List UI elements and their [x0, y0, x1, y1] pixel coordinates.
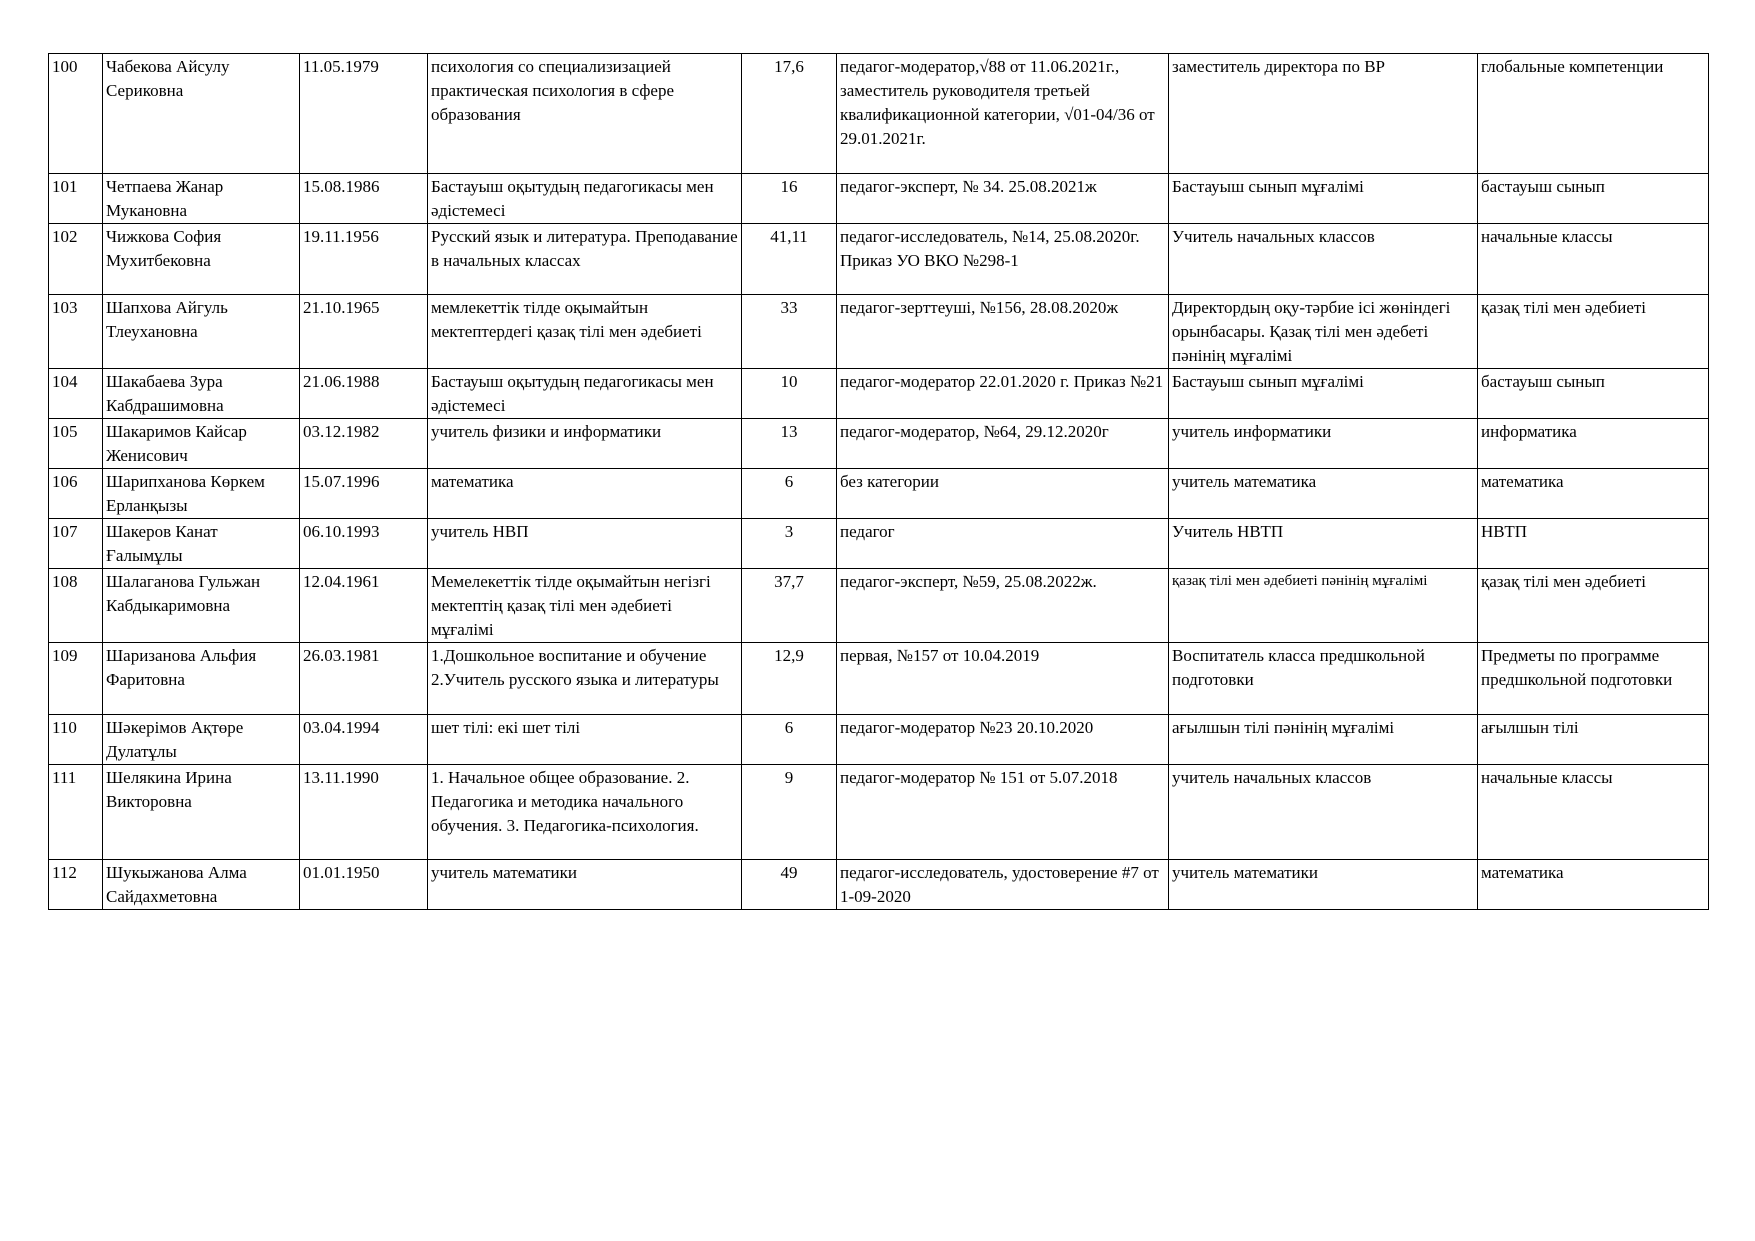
- cell-position: учитель математика: [1169, 469, 1478, 519]
- cell-experience: 49: [742, 860, 837, 910]
- cell-education: учитель физики и информатики: [428, 419, 742, 469]
- cell-position: учитель математики: [1169, 860, 1478, 910]
- cell-position: қазақ тілі мен әдебиеті пәнінің мұғалімі: [1169, 569, 1478, 643]
- cell-experience: 9: [742, 765, 837, 860]
- cell-experience: 17,6: [742, 54, 837, 174]
- table-row: [49, 519, 1709, 569]
- table-row: [49, 569, 1709, 643]
- cell-subject: НВТП: [1478, 519, 1709, 569]
- cell-name: Четпаева Жанар Мукановна: [103, 174, 300, 224]
- cell-category: педагог: [837, 519, 1169, 569]
- table-row: [49, 715, 1709, 765]
- cell-subject: начальные классы: [1478, 765, 1709, 860]
- table-row: [49, 174, 1709, 224]
- cell-subject: начальные классы: [1478, 224, 1709, 295]
- cell-birth-date: 11.05.1979: [300, 54, 428, 174]
- cell-name: Шарипханова Көркем Ерланқызы: [103, 469, 300, 519]
- cell-education: шет тілі: екі шет тілі: [428, 715, 742, 765]
- table-row: [49, 860, 1709, 910]
- cell-birth-date: 19.11.1956: [300, 224, 428, 295]
- cell-position: Директордың оқу-тәрбие ісі жөніндегі орынбасары. Қазақ тілі мен әдебеті пәнінің мұғалімі: [1169, 295, 1478, 369]
- cell-experience: 10: [742, 369, 837, 419]
- cell-experience: 41,11: [742, 224, 837, 295]
- cell-subject: математика: [1478, 860, 1709, 910]
- cell-birth-date: 15.08.1986: [300, 174, 428, 224]
- cell-subject: қазақ тілі мен әдебиеті: [1478, 569, 1709, 643]
- cell-experience: 3: [742, 519, 837, 569]
- table-body: [49, 54, 1709, 910]
- cell-subject: глобальные компетенции: [1478, 54, 1709, 174]
- cell-name: Шакабаева Зура Кабдрашимовна: [103, 369, 300, 419]
- cell-position: Воспитатель класса предшкольной подготовки: [1169, 643, 1478, 715]
- cell-education: Мемелекеттік тілде оқымайтын негізгі мектептің қазақ тілі мен әдебиеті мұғалімі: [428, 569, 742, 643]
- cell-birth-date: 26.03.1981: [300, 643, 428, 715]
- table-row: [49, 54, 1709, 174]
- cell-category: педагог-модератор № 151 от 5.07.2018: [837, 765, 1169, 860]
- cell-subject: математика: [1478, 469, 1709, 519]
- table-row: [49, 419, 1709, 469]
- cell-education: Бастауыш оқытудың педагогикасы мен әдістемесі: [428, 369, 742, 419]
- cell-position: Учитель начальных классов: [1169, 224, 1478, 295]
- cell-category: педагог-зерттеуші, №156, 28.08.2020ж: [837, 295, 1169, 369]
- cell-number: 104: [49, 369, 103, 419]
- cell-number: 103: [49, 295, 103, 369]
- cell-birth-date: 15.07.1996: [300, 469, 428, 519]
- table-row: [49, 765, 1709, 860]
- cell-position: заместитель директора по ВР: [1169, 54, 1478, 174]
- cell-name: Шалаганова Гульжан Кабдыкаримовна: [103, 569, 300, 643]
- cell-name: Шакеров Канат Ғалымұлы: [103, 519, 300, 569]
- cell-experience: 6: [742, 469, 837, 519]
- cell-experience: 6: [742, 715, 837, 765]
- table-row: [49, 643, 1709, 715]
- cell-name: Шаризанова Альфия Фаритовна: [103, 643, 300, 715]
- table-row: [49, 469, 1709, 519]
- cell-name: Чабекова Айсулу Сериковна: [103, 54, 300, 174]
- staff-table: [48, 53, 1709, 910]
- cell-number: 108: [49, 569, 103, 643]
- cell-category: без категории: [837, 469, 1169, 519]
- cell-number: 107: [49, 519, 103, 569]
- cell-number: 100: [49, 54, 103, 174]
- cell-position: Учитель НВТП: [1169, 519, 1478, 569]
- cell-position: ағылшын тілі пәнінің мұғалімі: [1169, 715, 1478, 765]
- cell-position: учитель начальных классов: [1169, 765, 1478, 860]
- cell-birth-date: 13.11.1990: [300, 765, 428, 860]
- cell-name: Шапхова Айгуль Тлеухановна: [103, 295, 300, 369]
- cell-education: учитель математики: [428, 860, 742, 910]
- cell-birth-date: 06.10.1993: [300, 519, 428, 569]
- cell-category: педагог-модератор, №64, 29.12.2020г: [837, 419, 1169, 469]
- cell-position: учитель информатики: [1169, 419, 1478, 469]
- cell-experience: 37,7: [742, 569, 837, 643]
- cell-education: 1. Начальное общее образование. 2. Педагогика и методика начального обучения. 3. Педагогика-психология.: [428, 765, 742, 860]
- cell-birth-date: 21.06.1988: [300, 369, 428, 419]
- cell-category: педагог-эксперт, №59, 25.08.2022ж.: [837, 569, 1169, 643]
- cell-subject: Предметы по программе предшкольной подготовки: [1478, 643, 1709, 715]
- cell-number: 112: [49, 860, 103, 910]
- cell-category: педагог-исследователь, удостоверение #7 от 1-09-2020: [837, 860, 1169, 910]
- cell-name: Шәкерімов Ақтөре Дулатұлы: [103, 715, 300, 765]
- cell-education: 1.Дошкольное воспитание и обучение 2.Учитель русского языка и литературы: [428, 643, 742, 715]
- cell-category: первая, №157 от 10.04.2019: [837, 643, 1169, 715]
- cell-number: 110: [49, 715, 103, 765]
- cell-birth-date: 21.10.1965: [300, 295, 428, 369]
- cell-experience: 16: [742, 174, 837, 224]
- cell-education: психология со специализизацией практическая психология в сфере образования: [428, 54, 742, 174]
- cell-subject: информатика: [1478, 419, 1709, 469]
- cell-number: 105: [49, 419, 103, 469]
- cell-name: Шакаримов Кайсар Женисович: [103, 419, 300, 469]
- cell-name: Чижкова София Мухитбековна: [103, 224, 300, 295]
- cell-birth-date: 03.12.1982: [300, 419, 428, 469]
- cell-subject: бастауыш сынып: [1478, 369, 1709, 419]
- cell-name: Шукыжанова Алма Сайдахметовна: [103, 860, 300, 910]
- cell-category: педагог-исследователь, №14, 25.08.2020г. Приказ УО ВКО №298-1: [837, 224, 1169, 295]
- table-row: [49, 369, 1709, 419]
- cell-subject: ағылшын тілі: [1478, 715, 1709, 765]
- cell-number: 101: [49, 174, 103, 224]
- cell-number: 106: [49, 469, 103, 519]
- cell-position: Бастауыш сынып мұғалімі: [1169, 174, 1478, 224]
- table-row: [49, 224, 1709, 295]
- cell-name: Шелякина Ирина Викторовна: [103, 765, 300, 860]
- cell-number: 111: [49, 765, 103, 860]
- cell-experience: 13: [742, 419, 837, 469]
- cell-subject: қазақ тілі мен әдебиеті: [1478, 295, 1709, 369]
- cell-birth-date: 01.01.1950: [300, 860, 428, 910]
- cell-experience: 33: [742, 295, 837, 369]
- cell-category: педагог-модератор,√88 от 11.06.2021г., заместитель руководителя третьей квалификационной категории, √01-04/36 от 29.01.2021г.: [837, 54, 1169, 174]
- table-row: [49, 295, 1709, 369]
- cell-education: учитель НВП: [428, 519, 742, 569]
- cell-birth-date: 03.04.1994: [300, 715, 428, 765]
- cell-education: математика: [428, 469, 742, 519]
- cell-experience: 12,9: [742, 643, 837, 715]
- cell-number: 109: [49, 643, 103, 715]
- cell-category: педагог-модератор №23 20.10.2020: [837, 715, 1169, 765]
- cell-category: педагог-эксперт, № 34. 25.08.2021ж: [837, 174, 1169, 224]
- cell-position: Бастауыш сынып мұғалімі: [1169, 369, 1478, 419]
- cell-number: 102: [49, 224, 103, 295]
- cell-category: педагог-модератор 22.01.2020 г. Приказ №21: [837, 369, 1169, 419]
- cell-birth-date: 12.04.1961: [300, 569, 428, 643]
- cell-education: Бастауыш оқытудың педагогикасы мен әдістемесі: [428, 174, 742, 224]
- cell-education: Русский язык и литература. Преподавание в начальных классах: [428, 224, 742, 295]
- cell-subject: бастауыш сынып: [1478, 174, 1709, 224]
- cell-education: мемлекеттік тілде оқымайтын мектептердегі қазақ тілі мен әдебиеті: [428, 295, 742, 369]
